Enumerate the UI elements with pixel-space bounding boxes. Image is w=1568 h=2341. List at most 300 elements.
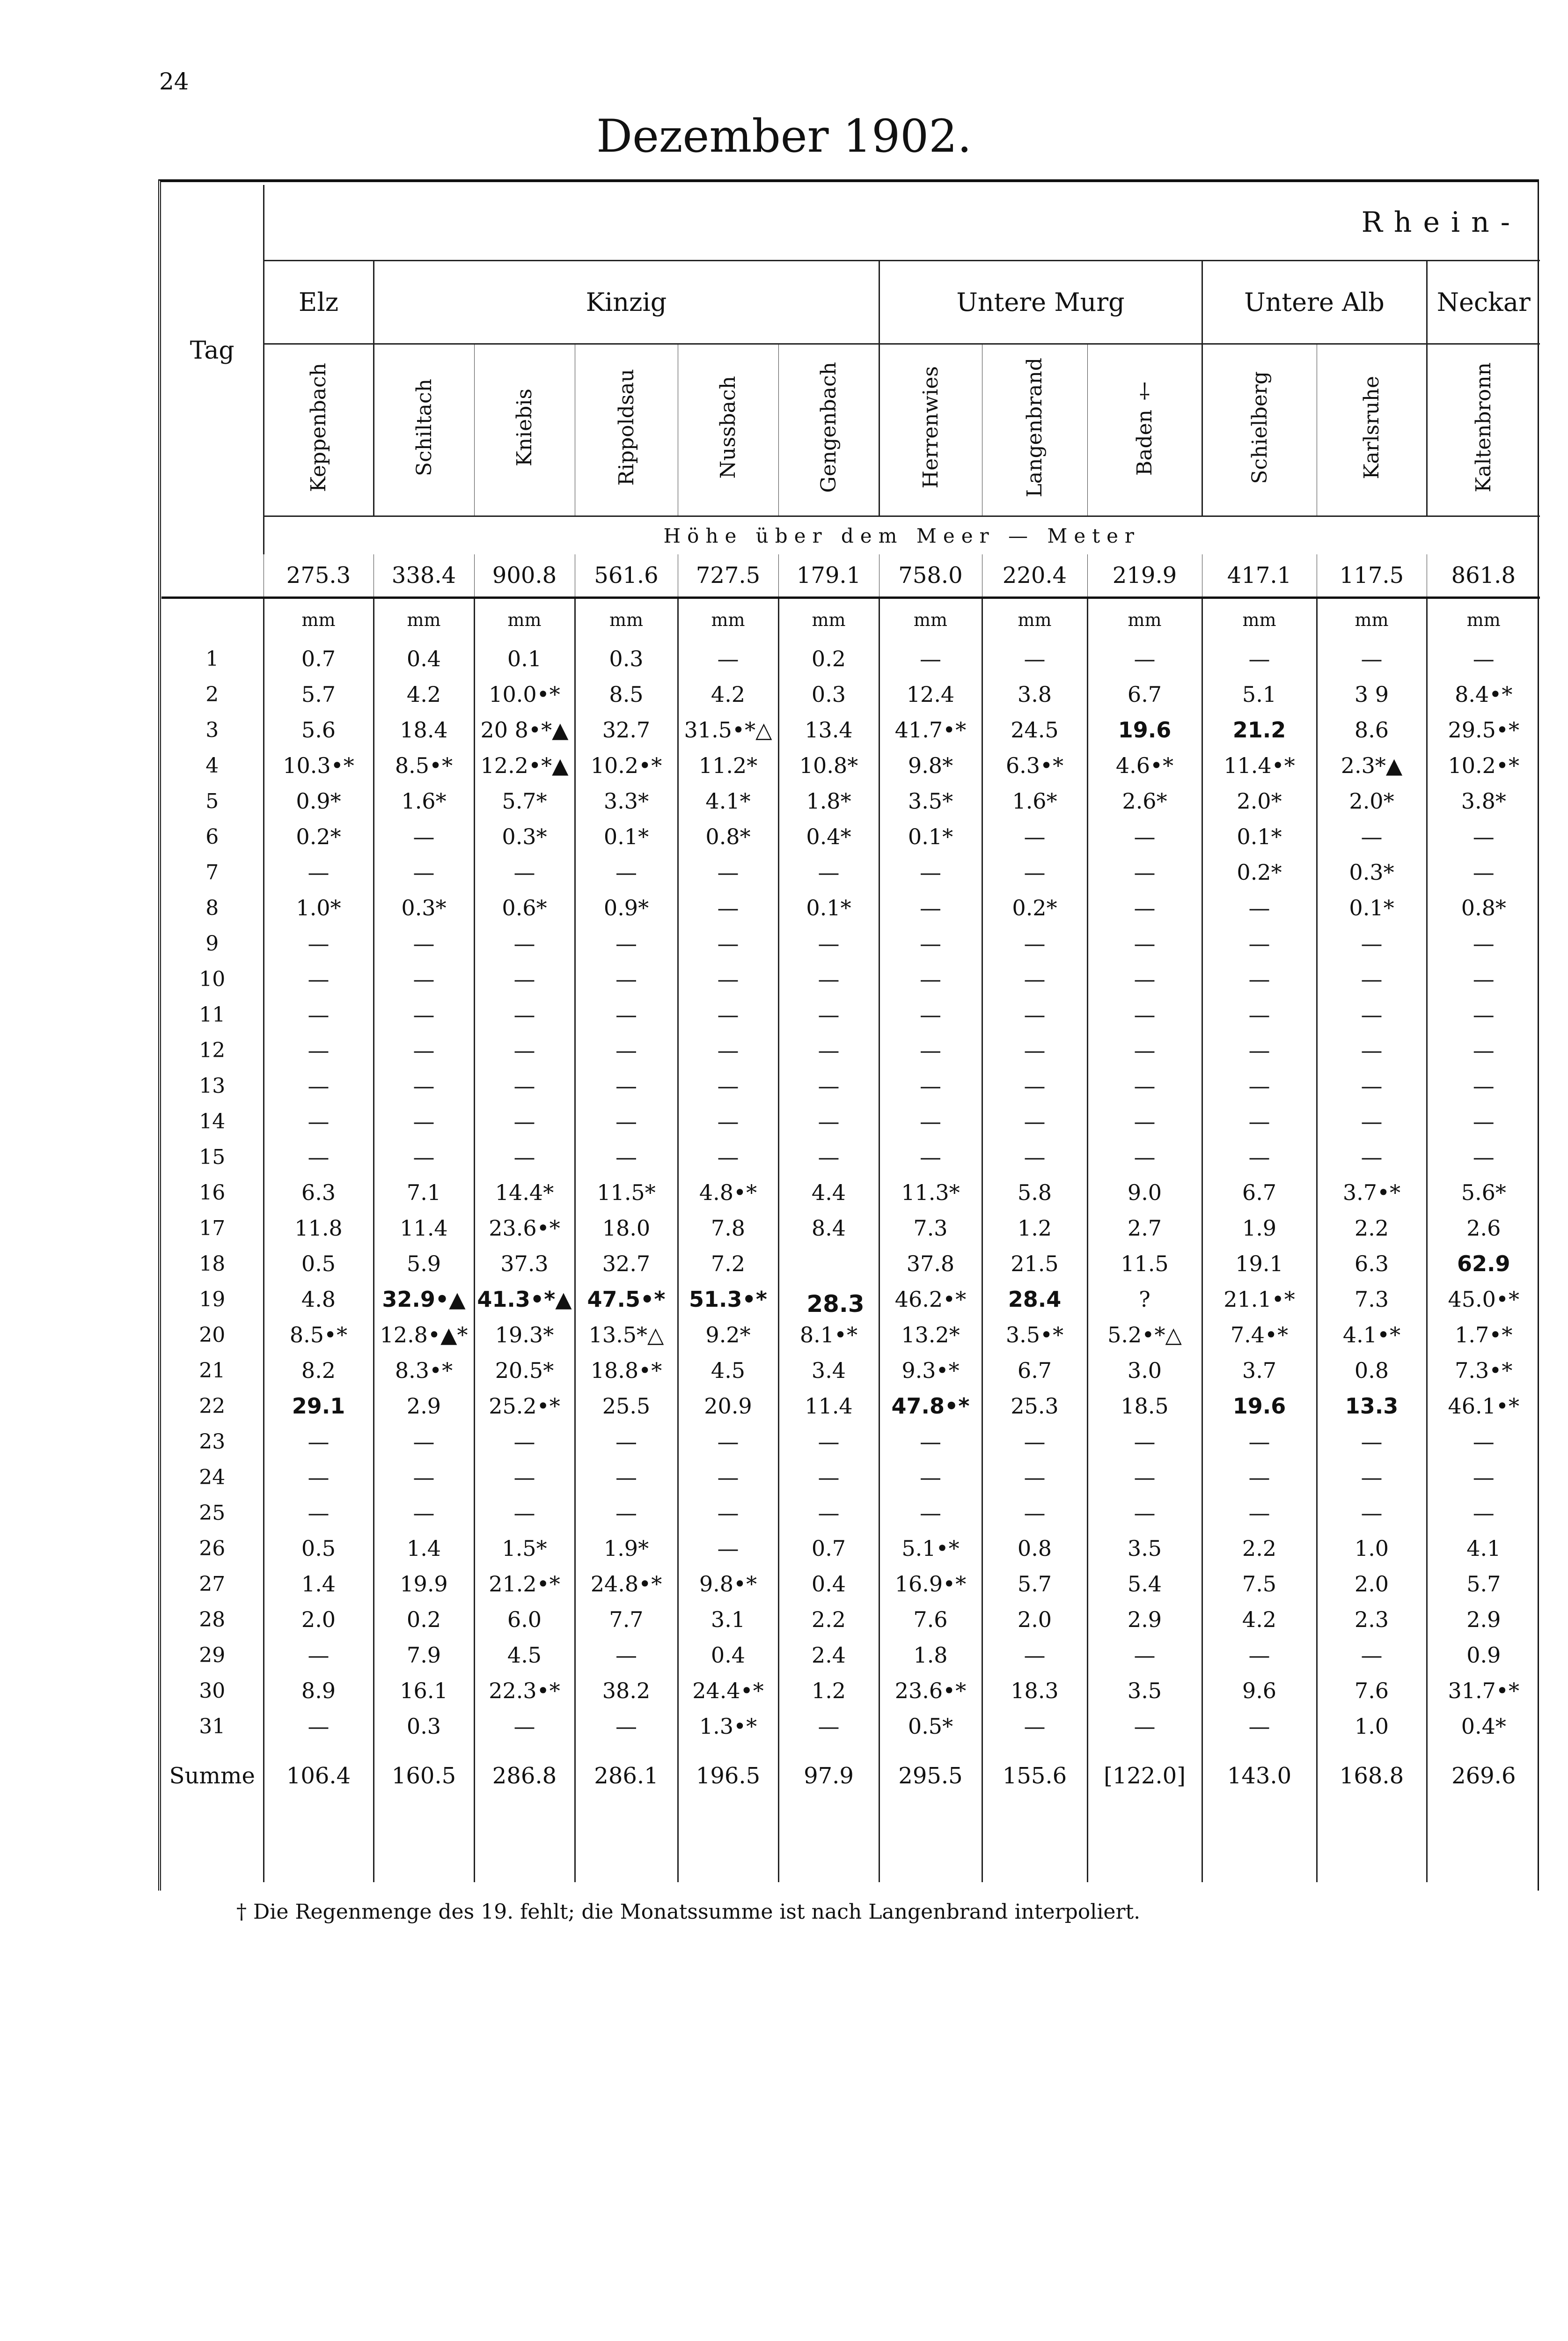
spacer-cell (264, 1807, 374, 1882)
value-cell: — (474, 1104, 575, 1139)
value-cell: — (678, 890, 778, 926)
day-cell: 18 (199, 1251, 226, 1276)
value-cell: 29.1 (264, 1388, 374, 1424)
value-cell: — (1427, 1139, 1540, 1175)
spacer-cell (374, 1807, 474, 1882)
value-cell: — (982, 997, 1087, 1032)
value-cell: — (1427, 854, 1540, 890)
value-cell: — (1087, 1068, 1202, 1104)
value-cell: 0.1 (474, 641, 575, 677)
value-cell: — (1317, 641, 1427, 677)
value-cell: — (1317, 819, 1427, 854)
station-name: Gengenbach (816, 362, 841, 493)
merged-gengenbach-18-19 (779, 1266, 878, 1341)
value-cell: 13.2* (879, 1317, 982, 1353)
elevation-cell: 900.8 (474, 554, 575, 598)
value-cell: 21.2 (1202, 712, 1317, 748)
value-cell: 12.2•*▲ (474, 748, 575, 783)
value-cell: — (575, 1495, 678, 1531)
table-row (161, 854, 1540, 890)
value-cell: — (778, 1068, 879, 1104)
value-cell: — (1087, 641, 1202, 677)
value-cell: — (678, 854, 778, 890)
station-name: Keppenbach (307, 363, 330, 492)
value-cell: — (474, 926, 575, 961)
value-cell: 31.7•* (1427, 1673, 1540, 1708)
value-cell: 24.5 (982, 712, 1087, 748)
spacer-cell (474, 1807, 575, 1882)
value-cell: — (1202, 1708, 1317, 1744)
station-name: Schielberg (1247, 371, 1272, 484)
page-number: 24 (159, 68, 189, 95)
value-cell: — (778, 1459, 879, 1495)
value-cell: — (1317, 961, 1427, 997)
value-cell: — (575, 1424, 678, 1459)
value-cell: 8.5 (575, 677, 678, 712)
station-row (161, 344, 1540, 516)
day-cell: 30 (199, 1678, 226, 1703)
value-cell: 9.3•* (879, 1353, 982, 1388)
merged-value: 28.3 (806, 1290, 865, 1318)
value-cell: 4.8•* (678, 1175, 778, 1210)
value-cell: — (1317, 1424, 1427, 1459)
value-cell: 6.7 (1087, 677, 1202, 712)
value-cell: — (1202, 1495, 1317, 1531)
value-cell: 2.6 (1427, 1210, 1540, 1246)
station-name: Langenbrand (1023, 357, 1047, 498)
value-cell: 3.5•* (982, 1317, 1087, 1353)
day-cell: 10 (199, 967, 226, 991)
value-cell: 5.7 (1427, 1566, 1540, 1602)
table-row (161, 1353, 1540, 1388)
value-cell: — (879, 1032, 982, 1068)
value-cell: — (1202, 641, 1317, 677)
sum-cell: 97.9 (778, 1744, 879, 1807)
elevation-cell: 417.1 (1202, 554, 1317, 598)
value-cell: — (1202, 1637, 1317, 1673)
value-cell: — (575, 1637, 678, 1673)
value-cell: 32.7 (575, 712, 678, 748)
value-cell: 0.1* (778, 890, 879, 926)
table-row (161, 677, 1540, 712)
value-cell: 5.9 (374, 1246, 474, 1281)
value-cell: 2.2 (778, 1602, 879, 1637)
tag-header: Tag (190, 336, 234, 365)
value-cell: 19.9 (374, 1566, 474, 1602)
unit-cell: mm (1427, 598, 1540, 641)
value-cell: — (575, 1139, 678, 1175)
spacer-cell (1202, 1807, 1317, 1882)
value-cell: 46.2•* (879, 1281, 982, 1317)
value-cell: 2.4 (778, 1637, 879, 1673)
value-cell: 0.5 (264, 1531, 374, 1566)
value-cell: 45.0•* (1427, 1281, 1540, 1317)
value-cell: 8.9 (264, 1673, 374, 1708)
value-cell: — (879, 890, 982, 926)
value-cell: 11.3* (879, 1175, 982, 1210)
unit-cell: mm (374, 598, 474, 641)
sum-cell: 196.5 (678, 1744, 778, 1807)
value-cell: 8.3•* (374, 1353, 474, 1388)
value-cell: — (678, 961, 778, 997)
value-cell: 11.5 (1087, 1246, 1202, 1281)
value-cell: 1.2 (778, 1673, 879, 1708)
value-cell: 5.6* (1427, 1175, 1540, 1210)
value-cell: 10.2•* (1427, 748, 1540, 783)
value-cell: — (982, 1032, 1087, 1068)
page-title: Dezember 1902. (596, 110, 972, 162)
value-cell: — (1202, 1068, 1317, 1104)
value-cell: 8.4 (778, 1210, 879, 1246)
value-cell: 38.2 (575, 1673, 678, 1708)
value-cell: 4.2 (374, 677, 474, 712)
value-cell: — (374, 926, 474, 961)
value-cell: — (879, 1495, 982, 1531)
value-cell: 2.0 (264, 1602, 374, 1637)
value-cell: — (264, 961, 374, 997)
value-cell: 20 8•*▲ (474, 712, 575, 748)
value-cell: — (374, 1104, 474, 1139)
river-row (161, 261, 1540, 344)
table-row (161, 1531, 1540, 1566)
value-cell: — (575, 961, 678, 997)
spacer-cell (1087, 1807, 1202, 1882)
value-cell: — (678, 641, 778, 677)
value-cell: 2.0 (1317, 1566, 1427, 1602)
day-cell: 8 (205, 896, 219, 920)
value-cell: 37.3 (474, 1246, 575, 1281)
value-cell: 3.0 (1087, 1353, 1202, 1388)
value-cell: 24.4•* (678, 1673, 778, 1708)
value-cell: 0.8* (1427, 890, 1540, 926)
value-cell: 12.4 (879, 677, 982, 712)
station-header (374, 344, 474, 516)
value-cell: — (264, 1459, 374, 1495)
value-cell: 8.6 (1317, 712, 1427, 748)
spacer-cell (879, 1807, 982, 1882)
day-cell: 24 (199, 1465, 226, 1489)
value-cell: — (264, 1424, 374, 1459)
value-cell: — (1087, 961, 1202, 997)
value-cell: — (474, 1424, 575, 1459)
day-cell: 28 (199, 1607, 226, 1632)
value-cell: 3.8 (982, 677, 1087, 712)
value-cell: — (1087, 1424, 1202, 1459)
sum-cell: 168.8 (1317, 1744, 1427, 1807)
day-cell: 22 (199, 1394, 226, 1418)
sum-cell: 155.6 (982, 1744, 1087, 1807)
value-cell: — (1317, 1139, 1427, 1175)
station-header (1202, 344, 1317, 516)
elevation-cell: 727.5 (678, 554, 778, 598)
value-cell: — (678, 1032, 778, 1068)
river-header: Untere Alb (1202, 261, 1427, 344)
unit-cell: mm (1202, 598, 1317, 641)
value-cell: 9.2* (678, 1317, 778, 1353)
day-cell: 26 (199, 1536, 226, 1561)
day-cell: 5 (205, 789, 219, 813)
value-cell: 4.4 (778, 1175, 879, 1210)
value-cell: 2.9 (1427, 1602, 1540, 1637)
unit-cell: mm (474, 598, 575, 641)
table-row (161, 1104, 1540, 1139)
value-cell: — (575, 1708, 678, 1744)
station-header (1087, 344, 1202, 516)
elevation-caption: Höhe über dem Meer — Meter (264, 516, 1540, 555)
station-header (879, 344, 982, 516)
value-cell: 2.2 (1202, 1531, 1317, 1566)
value-cell: 0.7 (264, 641, 374, 677)
value-cell: — (1087, 854, 1202, 890)
value-cell: — (1427, 1495, 1540, 1531)
river-header: Kinzig (374, 261, 879, 344)
value-cell: — (778, 1495, 879, 1531)
value-cell: — (264, 997, 374, 1032)
value-cell: 1.0 (1317, 1531, 1427, 1566)
value-cell: — (982, 641, 1087, 677)
value-cell: 1.9* (575, 1531, 678, 1566)
value-cell: — (374, 997, 474, 1032)
value-cell: 47.5•* (575, 1281, 678, 1317)
value-cell: 8.5•* (374, 748, 474, 783)
value-cell: — (778, 926, 879, 961)
station-header (982, 344, 1087, 516)
value-cell: 0.3 (374, 1708, 474, 1744)
river-header: Elz (264, 261, 374, 344)
sum-row (161, 1744, 1540, 1807)
day-cell: 7 (205, 860, 219, 884)
value-cell: 7.1 (374, 1175, 474, 1210)
value-cell: 21.2•* (474, 1566, 575, 1602)
value-cell: — (678, 1495, 778, 1531)
value-cell: 6.3•* (982, 748, 1087, 783)
value-cell: 28.4 (982, 1281, 1087, 1317)
value-cell: 19.1 (1202, 1246, 1317, 1281)
value-cell: 8.2 (264, 1353, 374, 1388)
value-cell: 2.9 (1087, 1602, 1202, 1637)
value-cell: 7.4•* (1202, 1317, 1317, 1353)
value-cell: — (575, 1032, 678, 1068)
value-cell: 0.5 (264, 1246, 374, 1281)
value-cell: — (879, 1104, 982, 1139)
value-cell: — (1427, 961, 1540, 997)
value-cell: 24.8•* (575, 1566, 678, 1602)
value-cell: — (575, 1068, 678, 1104)
value-cell: — (879, 1068, 982, 1104)
value-cell: 0.8* (678, 819, 778, 854)
value-cell: 1.4 (374, 1531, 474, 1566)
value-cell: 10.0•* (474, 677, 575, 712)
elevation-cell: 179.1 (778, 554, 879, 598)
value-cell: — (1317, 1637, 1427, 1673)
value-cell: 46.1•* (1427, 1388, 1540, 1424)
unit-cell: mm (778, 598, 879, 641)
table-row (161, 641, 1540, 677)
value-cell: — (1427, 1459, 1540, 1495)
value-cell: — (982, 1459, 1087, 1495)
elevation-cell: 758.0 (879, 554, 982, 598)
value-cell: 18.5 (1087, 1388, 1202, 1424)
value-cell: — (778, 854, 879, 890)
value-cell: — (982, 1068, 1087, 1104)
value-cell: 5.7 (982, 1566, 1087, 1602)
value-cell: 18.4 (374, 712, 474, 748)
table-row (161, 783, 1540, 819)
value-cell: 0.4* (778, 819, 879, 854)
value-cell: 20.9 (678, 1388, 778, 1424)
day-cell: 9 (205, 931, 219, 956)
value-cell: 8.1•* (778, 1317, 879, 1353)
value-cell: 3.7•* (1317, 1175, 1427, 1210)
value-cell: 7.6 (1317, 1673, 1427, 1708)
value-cell: 0.8 (982, 1531, 1087, 1566)
value-cell: — (474, 1139, 575, 1175)
value-cell: 11.5* (575, 1175, 678, 1210)
value-cell: 2.7 (1087, 1210, 1202, 1246)
value-cell: 2.3 (1317, 1602, 1427, 1637)
day-cell: 3 (205, 718, 219, 742)
value-cell: — (982, 961, 1087, 997)
day-cell: 23 (199, 1429, 226, 1454)
river-header: Neckar (1427, 261, 1540, 344)
unit-cell: mm (264, 598, 374, 641)
value-cell: — (374, 1495, 474, 1531)
table-row (161, 819, 1540, 854)
day-cell: 12 (199, 1038, 226, 1062)
value-cell: — (879, 997, 982, 1032)
value-cell: — (678, 997, 778, 1032)
spacer-cell (1427, 1807, 1540, 1882)
value-cell: — (778, 961, 879, 997)
value-cell: — (1317, 1104, 1427, 1139)
value-cell: — (982, 1424, 1087, 1459)
river-header: Untere Murg (879, 261, 1202, 344)
value-cell: — (1427, 641, 1540, 677)
value-cell: 6.7 (982, 1353, 1087, 1388)
value-cell: 1.7•* (1427, 1317, 1540, 1353)
value-cell: 5.7 (264, 677, 374, 712)
value-cell: 3.7 (1202, 1353, 1317, 1388)
value-cell: 0.1* (1317, 890, 1427, 926)
value-cell: — (575, 926, 678, 961)
sum-cell: 286.8 (474, 1744, 575, 1807)
value-cell: — (1202, 1424, 1317, 1459)
value-cell: — (1202, 1032, 1317, 1068)
station-name: Rippoldsau (614, 369, 638, 486)
table-row (161, 1459, 1540, 1495)
value-cell: — (1317, 1459, 1427, 1495)
value-cell: — (678, 1424, 778, 1459)
station-name: Kniebis (513, 388, 536, 467)
value-cell: 0.4* (1427, 1708, 1540, 1744)
day-cell: 16 (199, 1180, 226, 1205)
value-cell: 0.2 (374, 1602, 474, 1637)
value-cell: — (374, 1068, 474, 1104)
value-cell: — (1202, 1104, 1317, 1139)
value-cell: — (879, 854, 982, 890)
day-cell: 14 (199, 1109, 226, 1134)
value-cell: — (778, 1139, 879, 1175)
value-cell: — (374, 1139, 474, 1175)
unit-tag-cell (161, 598, 264, 641)
table-row (161, 1673, 1540, 1708)
value-cell: 0.3* (1317, 854, 1427, 890)
value-cell: 10.3•* (264, 748, 374, 783)
value-cell: — (1427, 1104, 1540, 1139)
value-cell: — (1087, 819, 1202, 854)
value-cell: 6.0 (474, 1602, 575, 1637)
value-cell: 13.3 (1317, 1388, 1427, 1424)
day-cell: 19 (199, 1287, 226, 1311)
unit-cell: mm (1087, 598, 1202, 641)
sum-cell: 295.5 (879, 1744, 982, 1807)
value-cell: 8.5•* (264, 1317, 374, 1353)
day-cell: 31 (199, 1714, 226, 1738)
value-cell: 1.2 (982, 1210, 1087, 1246)
value-cell: 2.9 (374, 1388, 474, 1424)
value-cell: — (1317, 997, 1427, 1032)
value-cell: — (1087, 1032, 1202, 1068)
station-name: Nussbach (716, 376, 740, 479)
value-cell: — (264, 1495, 374, 1531)
station-header (1317, 344, 1427, 516)
unit-cell: mm (678, 598, 778, 641)
station-name: Herrenwies (919, 366, 943, 489)
value-cell: — (1202, 1139, 1317, 1175)
value-cell: 2.3*▲ (1317, 748, 1427, 783)
table-row (161, 712, 1540, 748)
day-cell: 13 (199, 1074, 226, 1098)
value-cell: 47.8•* (879, 1388, 982, 1424)
value-cell: 0.5* (879, 1708, 982, 1744)
value-cell: — (879, 1139, 982, 1175)
value-cell: 0.4 (374, 641, 474, 677)
value-cell: 0.8 (1317, 1353, 1427, 1388)
value-cell: — (678, 1068, 778, 1104)
table-row (161, 1068, 1540, 1104)
value-cell: — (474, 1708, 575, 1744)
value-cell: — (1427, 819, 1540, 854)
value-cell: 8.4•* (1427, 677, 1540, 712)
value-cell: — (1317, 1068, 1427, 1104)
value-cell: — (982, 819, 1087, 854)
value-cell: 2.2 (1317, 1210, 1427, 1246)
value-cell: 20.5* (474, 1353, 575, 1388)
value-cell: — (264, 1637, 374, 1673)
sum-cell: 286.1 (575, 1744, 678, 1807)
table-row (161, 1495, 1540, 1531)
station-header (575, 344, 678, 516)
spacer-cell (982, 1807, 1087, 1882)
value-cell: 4.1 (1427, 1531, 1540, 1566)
value-cell: 7.5 (1202, 1566, 1317, 1602)
value-cell: — (1202, 926, 1317, 961)
value-cell: — (1087, 1104, 1202, 1139)
station-name: Kaltenbronn (1472, 362, 1496, 493)
value-cell: 0.4 (778, 1566, 879, 1602)
table-row (161, 1175, 1540, 1210)
value-cell: 3.1 (678, 1602, 778, 1637)
value-cell: — (879, 961, 982, 997)
value-cell: 9.0 (1087, 1175, 1202, 1210)
value-cell: 3.8* (1427, 783, 1540, 819)
footnote: † Die Regenmenge des 19. fehlt; die Monatssumme ist nach Langenbrand interpoliert. (236, 1900, 1141, 1924)
value-cell: 4.1* (678, 783, 778, 819)
value-cell: — (575, 997, 678, 1032)
value-cell: 37.8 (879, 1246, 982, 1281)
day-cell: 29 (199, 1643, 226, 1667)
value-cell: 13.4 (778, 712, 879, 748)
